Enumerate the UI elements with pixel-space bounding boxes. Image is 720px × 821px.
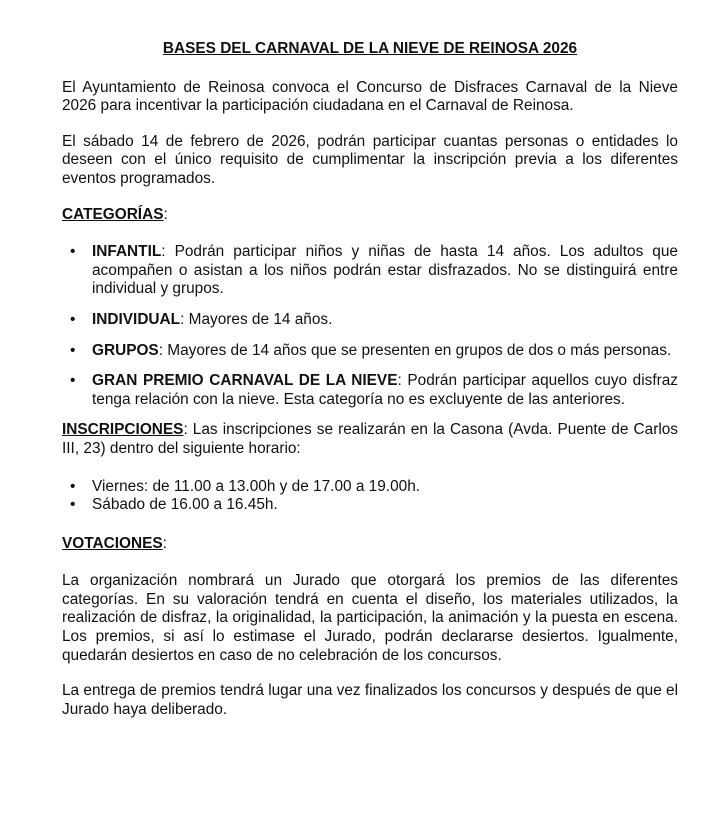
- categorias-heading-text: CATEGORÍAS: [62, 205, 164, 223]
- votaciones-heading-text: VOTACIONES: [62, 534, 163, 552]
- votaciones-heading-colon: :: [162, 534, 167, 552]
- categorias-heading: [62, 206, 678, 225]
- categoria-item-grupos: [62, 342, 678, 361]
- horario-list: [62, 478, 678, 515]
- categoria-name: GRAN PREMIO CARNAVAL DE LA NIEVE: [92, 372, 398, 390]
- votaciones-paragraph-1: La organización nombrará un Jurado que otorgará los premios de las diferentes categorías. En su valoración tendrá en cuenta el diseño, los materiales utilizados, la realización de disfraz, la originalidad, la participación, la animación y la puesta en escena. Los premios, si así lo estimase el Jurado, podrán declararse desiertos. Igualmente, quedarán desiertos en caso de no celebración de los concursos.: [62, 572, 678, 664]
- categoria-name: INDIVIDUAL: [92, 310, 181, 328]
- horario-item: • Sábado de 16.00 a 16.45h.: [62, 496, 678, 515]
- intro-paragraph-2: El sábado 14 de febrero de 2026, podrán participar cuantas personas o entidades lo deseen con el único requisito de cumplimentar la inscripción previa a los diferentes eventos programados.: [62, 132, 678, 187]
- votaciones-heading: [62, 535, 678, 554]
- inscripciones-paragraph: [62, 421, 678, 458]
- categorias-heading-colon: :: [163, 205, 168, 223]
- categoria-name: GRUPOS: [92, 341, 159, 359]
- categoria-item-individual: [62, 311, 678, 330]
- categoria-item-gran-premio: [62, 372, 678, 409]
- categoria-name: INFANTIL: [92, 243, 162, 261]
- categoria-text: : Podrán participar niños y niñas de hasta 14 años. Los adultos que acompañen o asistan a los niños podrán estar disfrazados. No se distinguirá entre individual y grupos.: [92, 243, 678, 298]
- inscripciones-heading: INSCRIPCIONES: [62, 421, 184, 439]
- inscripciones-text: : Las inscripciones se realizarán en la Casona (Avda. Puente de Carlos III, 23) dentro del siguiente horario:: [62, 421, 678, 457]
- horario-item: • Viernes: de 11.00 a 13.00h y de 17.00 a 19.00h.: [62, 478, 678, 497]
- categoria-item-infantil: [62, 243, 678, 299]
- categoria-text: : Podrán participar aquellos cuyo disfraz tenga relación con la nieve. Esta categoría no es excluyente de las anteriores.: [92, 372, 678, 408]
- intro-paragraph-1: El Ayuntamiento de Reinosa convoca el Concurso de Disfraces Carnaval de la Nieve 2026 para incentivar la participación ciudadana en el Carnaval de Reinosa.: [62, 78, 678, 115]
- categorias-list: [84, 243, 678, 409]
- categoria-text: : Mayores de 14 años que se presenten en grupos de dos o más personas.: [158, 341, 672, 359]
- votaciones-paragraph-2: La entrega de premios tendrá lugar una vez finalizados los concursos y después de que el Jurado haya deliberado.: [62, 682, 679, 718]
- categoria-text: : Mayores de 14 años.: [180, 310, 333, 328]
- document-title: BASES DEL CARNAVAL DE LA NIEVE DE REINOSA 2026: [162, 40, 578, 57]
- document-page: [62, 40, 678, 719]
